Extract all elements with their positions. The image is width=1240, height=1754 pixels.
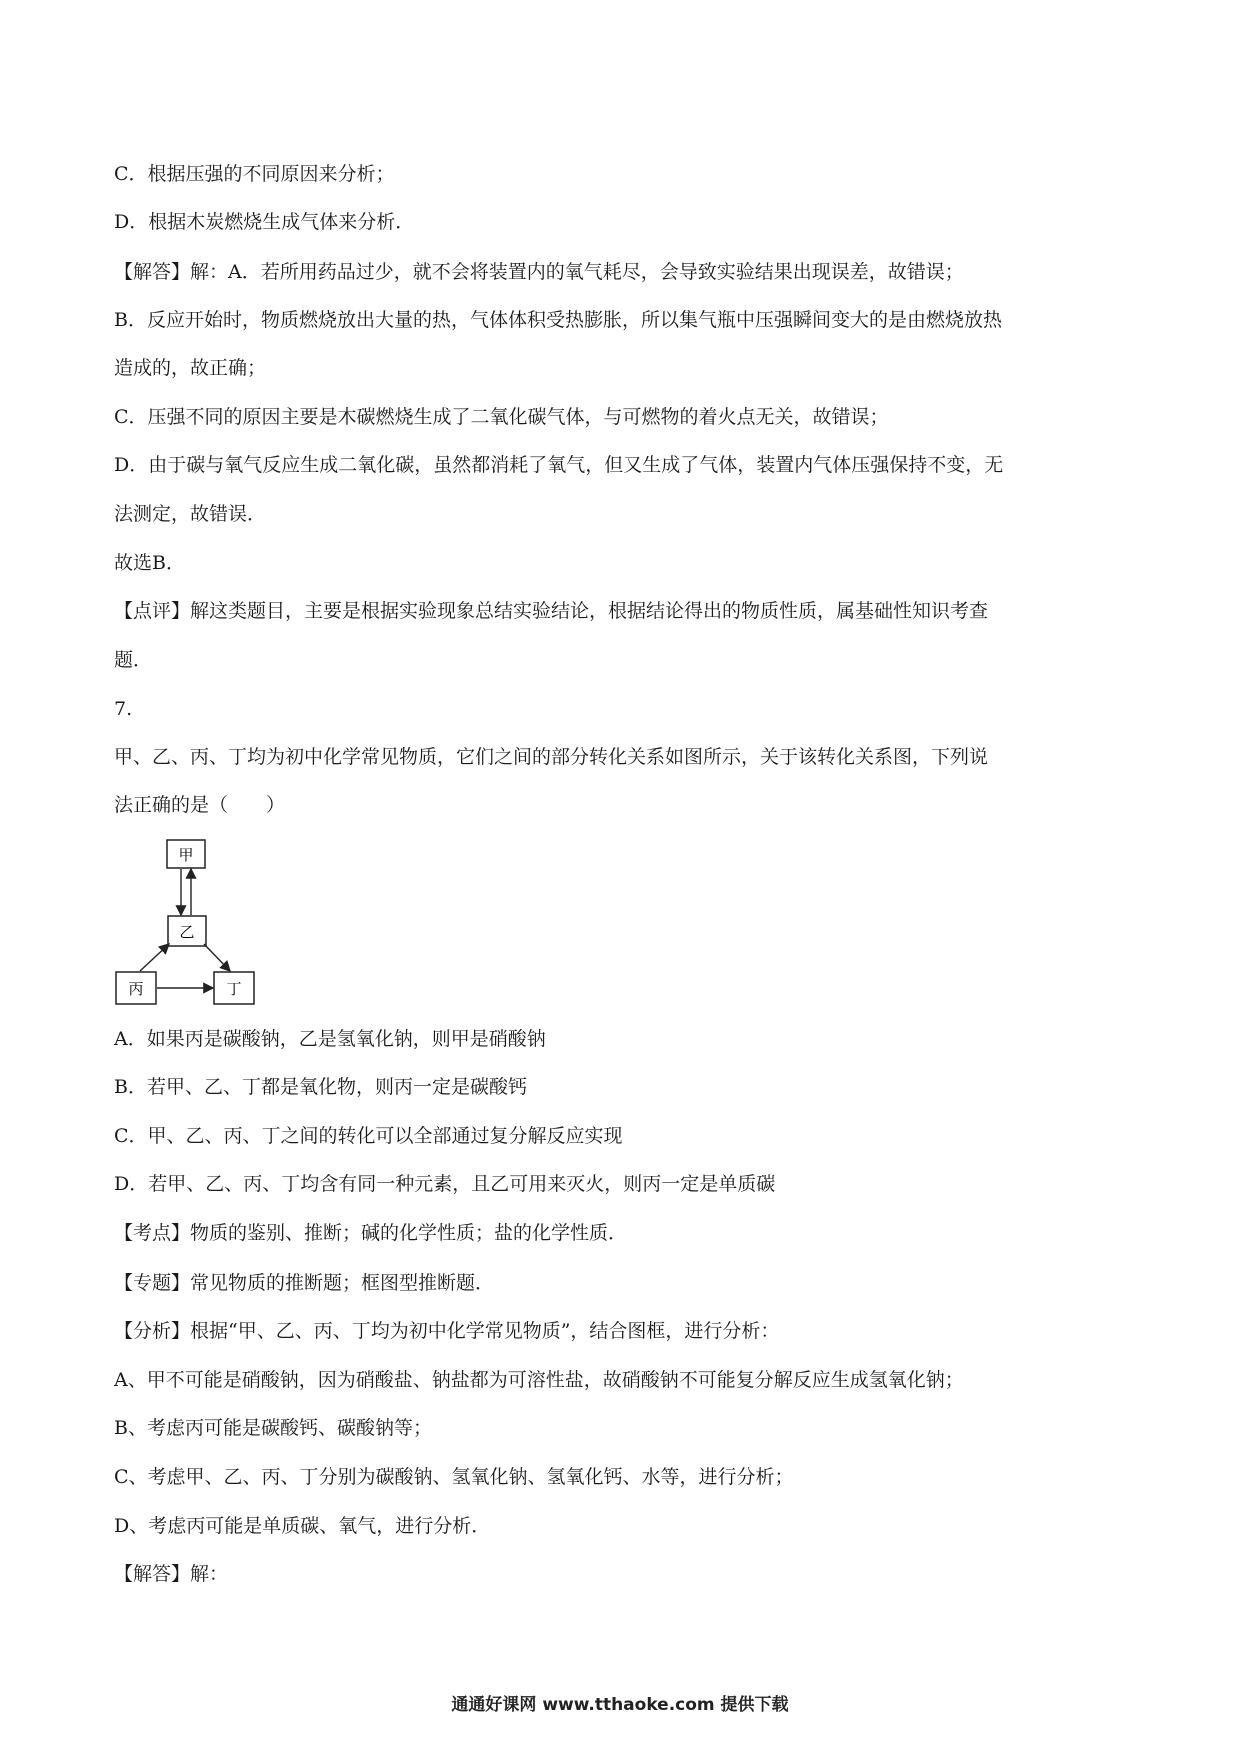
text-line: B、考虑丙可能是碳酸钙、碳酸钠等； <box>114 1417 432 1439</box>
text-line: C．压强不同的原因主要是木碳燃烧生成了二氧化碳气体，与可燃物的着火点无关，故错误； <box>114 406 889 428</box>
text-line: B．反应开始时，物质燃烧放出大量的热，气体体积受热膨胀，所以集气瓶中压强瞬间变大的是由燃烧放热 <box>114 309 1002 331</box>
arrow-yi-to-ding <box>204 944 230 971</box>
text-line: D、考虑丙可能是单质碳、氧气，进行分析． <box>114 1515 491 1537</box>
text-line: 【解答】解： <box>114 1563 229 1585</box>
node-ding <box>214 972 254 1004</box>
text-line: D．根据木炭燃烧生成气体来分析． <box>114 211 415 233</box>
text-line: 【分析】根据“甲、乙、丙、丁均为初中化学常见物质”，结合图框，进行分析： <box>114 1320 780 1342</box>
arrow-bing-to-yi <box>140 944 169 971</box>
question-number: 7. <box>114 698 133 720</box>
svg-text:丙: 丙 <box>128 980 144 998</box>
svg-text:丁: 丁 <box>226 980 242 998</box>
text-line: 故选B． <box>114 552 185 574</box>
option-b: B．若甲、乙、丁都是氧化物，则丙一定是碳酸钙 <box>114 1076 527 1098</box>
text-line: D．由于碳与氧气反应生成二氧化碳，虽然都消耗了氧气，但又生成了气体，装置内气体压强保持不变，无 <box>114 454 1004 476</box>
text-line: C、考虑甲、乙、丙、丁分别为碳酸钠、氢氧化钠、氢氧化钙、水等，进行分析； <box>114 1466 794 1488</box>
conversion-diagram <box>114 836 264 1008</box>
page-footer: 通通好课网 www.tthaoke.com 提供下载 <box>451 1695 789 1715</box>
text-line: 法测定，故错误． <box>114 503 267 525</box>
text-line: 【专题】常见物质的推断题；框图型推断题． <box>114 1272 495 1294</box>
question-stem: 甲、乙、丙、丁均为初中化学常见物质，它们之间的部分转化关系如图所示，关于该转化关系图，下列说 <box>114 746 989 768</box>
node-bing <box>116 972 156 1004</box>
option-d: D．若甲、乙、丙、丁均含有同一种元素，且乙可用来灭火，则丙一定是单质碳 <box>114 1173 776 1195</box>
text-line: 造成的，故正确； <box>114 357 267 379</box>
option-a: A．如果丙是碳酸钠，乙是氢氧化钠，则甲是硝酸钠 <box>114 1028 546 1050</box>
svg-text:甲: 甲 <box>178 846 194 864</box>
node-jia <box>167 840 205 868</box>
text-line: 【考点】物质的鉴别、推断；碱的化学性质；盐的化学性质． <box>114 1222 628 1244</box>
option-c: C．甲、乙、丙、丁之间的转化可以全部通过复分解反应实现 <box>114 1125 623 1147</box>
text-line: 【解答】解：A．若所用药品过少，就不会将装置内的氧气耗尽，会导致实验结果出现误差，故错误； <box>114 261 964 283</box>
text-line: A、甲不可能是硝酸钠，因为硝酸盐、钠盐都为可溶性盐，故硝酸钠不可能复分解反应生成氢氧化钠； <box>114 1369 964 1391</box>
text-line: C．根据压强的不同原因来分析； <box>114 163 395 185</box>
node-yi <box>168 916 206 946</box>
question-stem: 法正确的是（ ） <box>114 794 286 816</box>
text-line: 题． <box>114 649 153 671</box>
text-line: 【点评】解这类题目，主要是根据实验现象总结实验结论，根据结论得出的物质性质，属基础性知识考查 <box>114 600 989 622</box>
svg-text:乙: 乙 <box>179 923 195 941</box>
